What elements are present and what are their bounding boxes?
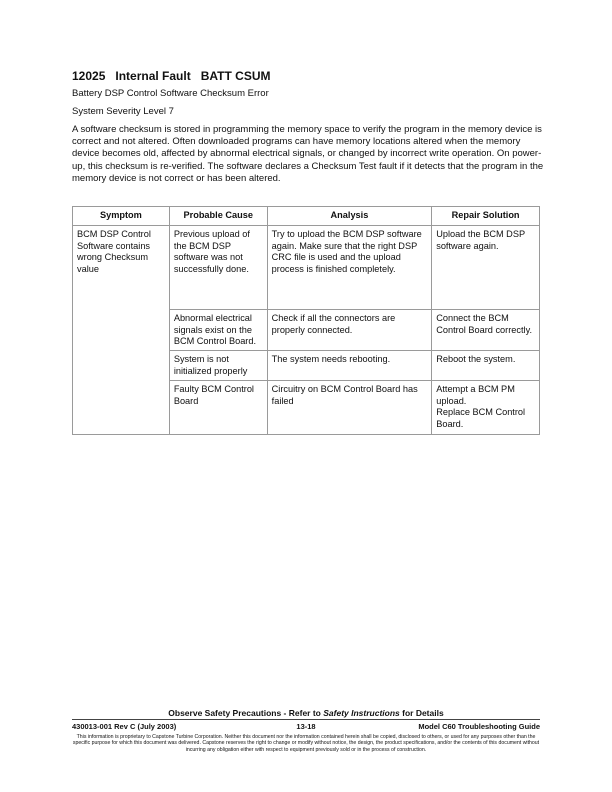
safety-instructions-reference: Safety Instructions: [323, 708, 400, 718]
header-repair-solution: Repair Solution: [432, 207, 540, 226]
table-row: [73, 226, 540, 310]
fault-code: 12025: [72, 69, 106, 83]
footer-divider: [72, 719, 540, 720]
header-probable-cause: Probable Cause: [169, 207, 267, 226]
solution-line: Replace BCM Control Board.: [436, 407, 526, 429]
cause-cell: System is not initialized properly: [169, 351, 267, 381]
solution-line: Attempt a BCM PM upload.: [436, 384, 515, 406]
solution-cell: Reboot the system.: [432, 351, 540, 381]
header-symptom: Symptom: [73, 207, 170, 226]
symptom-cell: BCM DSP Control Software contains wrong Checksum value: [73, 226, 170, 435]
cause-cell: Previous upload of the BCM DSP software was not successfully done.: [169, 226, 267, 310]
analysis-cell: Check if all the connectors are properly connected.: [267, 310, 432, 351]
table-header-row: [73, 207, 540, 226]
fault-title: [72, 69, 271, 83]
safety-notice: [0, 708, 612, 718]
analysis-cell: Try to upload the BCM DSP software again. Make sure that the right DSP CRC file is used and the upload process is finished completely.: [267, 226, 432, 310]
guide-title: Model C60 Troubleshooting Guide: [418, 722, 540, 731]
troubleshooting-table: [72, 206, 540, 435]
cause-cell: Abnormal electrical signals exist on the BCM Control Board.: [169, 310, 267, 351]
analysis-cell: The system needs rebooting.: [267, 351, 432, 381]
solution-cell: [432, 381, 540, 435]
solution-cell: Connect the BCM Control Board correctly.: [432, 310, 540, 351]
document-number: 430013-001 Rev C (July 2003): [72, 722, 177, 731]
safety-notice-prefix: Observe Safety Precautions - Refer to: [168, 708, 324, 718]
fault-subtitle: Battery DSP Control Software Checksum Error: [72, 88, 269, 99]
header-analysis: Analysis: [267, 207, 432, 226]
page-number: 13-18: [296, 722, 316, 731]
safety-notice-suffix: for Details: [399, 708, 444, 718]
cause-cell: Faulty BCM Control Board: [169, 381, 267, 435]
proprietary-disclaimer: This information is proprietary to Capstone Turbine Corporation. Neither this document nor the information contained herein shall be copied, disclosed to others, or used for any purposes other than the specific purpose for which this document was delivered. Capstone reserves the right to change or modify without notice, the design, the product specifications, and/or the contents of this document without incurring any obligation either with respect to equipment previously sold or in the process of construction.: [72, 734, 540, 753]
severity-level: System Severity Level 7: [72, 106, 174, 117]
solution-cell: Upload the BCM DSP software again.: [432, 226, 540, 310]
fault-name: BATT CSUM: [200, 69, 271, 83]
analysis-cell: Circuitry on BCM Control Board has failed: [267, 381, 432, 435]
fault-description: A software checksum is stored in programming the memory space to verify the program in the memory device is correct and not altered. Often downloaded programs can have memory locations altered when the memory device becomes old, affected by abnormal electrical signals, or changed by incorrect write operation. On power-up, this checksum is re-verified. The software declares a Checksum Test fault if it detects that the program in the memory device is not correct or has been altered.: [72, 124, 544, 184]
fault-category: Internal Fault: [115, 69, 191, 83]
